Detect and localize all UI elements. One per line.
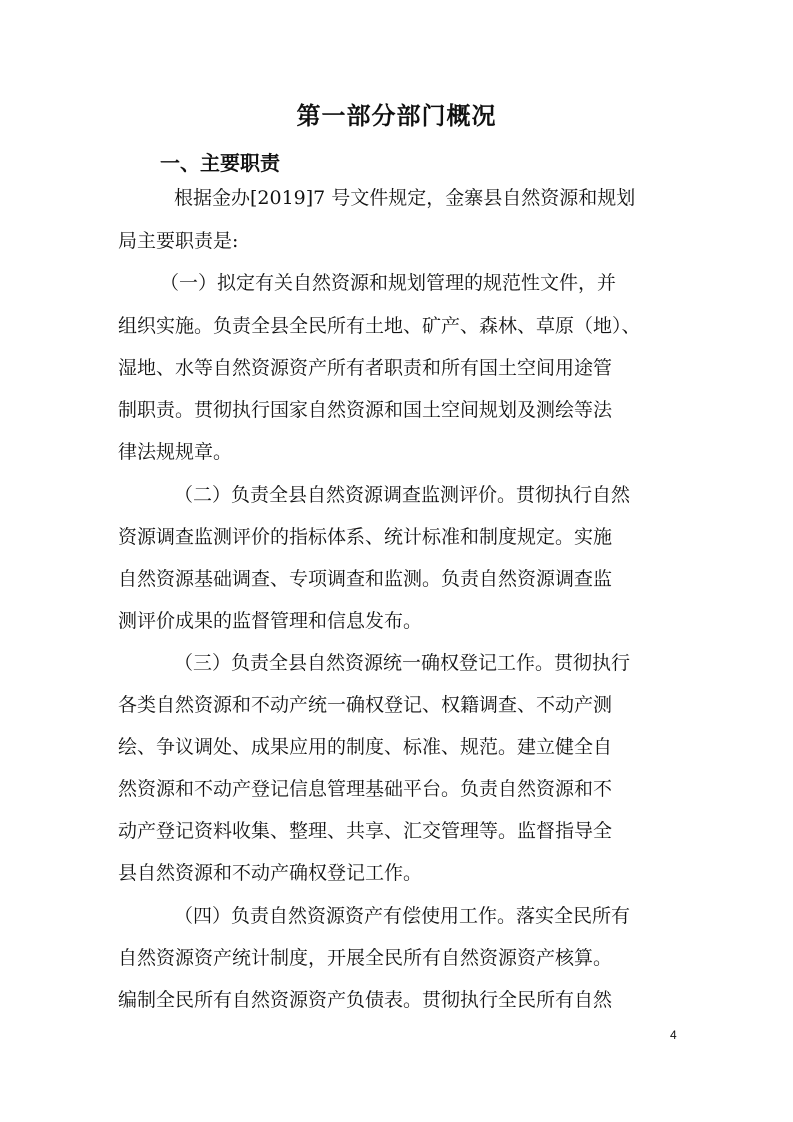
paragraph-line: 然资源和不动产登记信息管理基础平台。负责自然资源和不 xyxy=(118,778,613,800)
paragraph-line: 资源调查监测评价的指标体系、统计标准和制度规定。实施 xyxy=(118,526,613,548)
page-title: 第一部分部门概况 xyxy=(296,102,497,130)
paragraph-line: 各类自然资源和不动产统一确权登记、权籍调查、不动产测 xyxy=(118,694,613,716)
paragraph-line: 局主要职责是: xyxy=(118,230,239,252)
paragraph-line: 律法规规章。 xyxy=(118,441,233,463)
paragraph-line: 组织实施。负责全县全民所有土地、矿产、森林、草原（地）、 xyxy=(118,315,641,337)
paragraph-line: （四）负责自然资源资产有偿使用工作。落实全民所有 xyxy=(174,905,631,927)
page-number: 4 xyxy=(670,1028,677,1042)
paragraph-line: 根据金办[2019]7 号文件规定，金寨县自然资源和规划 xyxy=(174,187,636,209)
paragraph-line: （一）拟定有关自然资源和规划管理的规范性文件，并 xyxy=(160,272,617,294)
paragraph-line: 制职责。贯彻执行国家自然资源和国土空间规划及测绘等法 xyxy=(118,399,613,421)
paragraph-line: 编制全民所有自然资源资产负债表。贯彻执行全民所有自然 xyxy=(118,989,613,1011)
section-heading: 一、主要职责 xyxy=(160,151,280,175)
paragraph-line: 县自然资源和不动产确权登记工作。 xyxy=(118,862,423,884)
paragraph-line: 自然资源基础调查、专项调查和监测。负责自然资源调查监 xyxy=(118,568,613,590)
paragraph-line: （三）负责全县自然资源统一确权登记工作。贯彻执行 xyxy=(174,652,631,674)
paragraph-line: 测评价成果的监督管理和信息发布。 xyxy=(118,610,423,632)
paragraph-line: 动产登记资料收集、整理、共享、汇交管理等。监督指导全 xyxy=(118,820,613,842)
paragraph-line: 绘、争议调处、成果应用的制度、标准、规范。建立健全自 xyxy=(118,736,613,758)
paragraph-line: 自然资源资产统计制度，开展全民所有自然资源资产核算。 xyxy=(118,947,613,969)
paragraph-line: 湿地、水等自然资源资产所有者职责和所有国土空间用途管 xyxy=(118,357,613,379)
paragraph-line: （二）负责全县自然资源调查监测评价。贯彻执行自然 xyxy=(174,484,631,506)
